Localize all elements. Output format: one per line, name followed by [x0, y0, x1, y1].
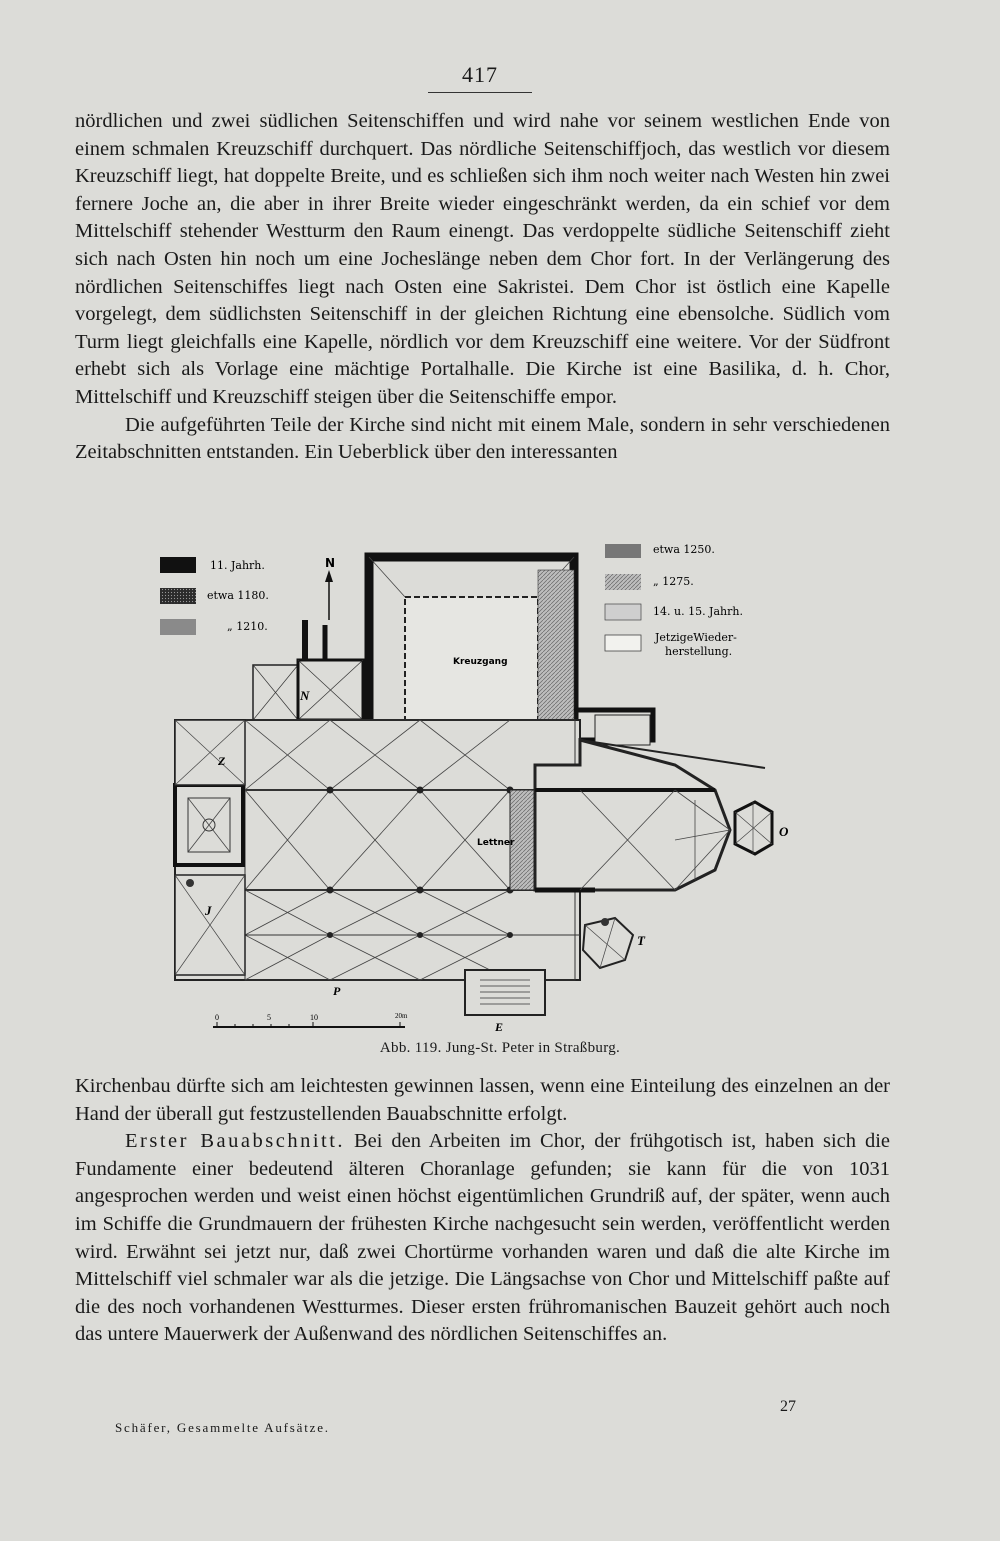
scale-label-10: 10 [310, 1013, 318, 1022]
paragraph-1: nördlichen und zwei südlichen Seitenschiffen und wird nahe vor seinem westlichen Ende von einem schmalen Kreuzschiff durchquert. Das nördliche Seitenschiffjoch, das westlich vor diesem Kreuzschiff liegt, hat doppelte Breite, und es schließen sich ihm noch weiter nach Westen hin zwei fernere Joche an, die aber in ihrer Breite wieder eingeschränkt werden, da ein schief vor dem Mittelschiff stehender Westturm den Raum einengt. Das verdoppelte südliche Seitenschiff zieht sich nach Osten hin noch um eine Jocheslänge neben dem Chor fort. In der Verlängerung des nördlichen Seitenschiffes liegt nach Osten eine Sakristei. Dem Chor ist östlich eine Kapelle vorgelegt, dem südlichsten Seitenschiff in der gleichen Richtung eine ebensolche. Südlich vom Turm liegt gleichfalls eine Kapelle, nördlich vor dem Kreuzschiff eine weitere. Vor der Südfront erhebt sich als Vorlage eine mächtige Portalhalle. Die Kirche ist eine Basilika, d. h. Chor, Mittelschiff und Kreuzschiff steigen über die Seitenschiffe empor. [75, 110, 890, 408]
lettner-label: Lettner [477, 838, 515, 848]
signature-mark: 27 [780, 1398, 796, 1415]
legend-swatch-11-jahrh [160, 557, 196, 573]
legend-label-14-15-jahrh: 14. u. 15. Jahrh. [653, 605, 743, 618]
east-chapel [735, 802, 789, 854]
figure-caption: Abb. 119. Jung-St. Peter in Straßburg. [379, 1040, 621, 1056]
paragraph-4 [75, 1128, 890, 1349]
legend-swatch-1250 [605, 544, 641, 558]
label-j: J [205, 903, 212, 918]
label-z: Z [218, 754, 226, 768]
west-tower [175, 720, 245, 975]
legend-label-1250: etwa 1250. [653, 543, 715, 556]
paragraph-4-body: Bei den Arbeiten im Chor, der frühgotisch ist, haben sich die Fundamente einer bedeutend älteren Choranlage gefunden; sie kann für die von 1031 angesprochen werden und weist einen höchst eigentümlichen Grundriß auf, der später, wenn auch im Schiffe die Grundmauern der frühesten Kirche nachgesucht sein werden, veröffentlicht werden wird. Erwähnt sei jetzt nur, daß zwei Chortürme vorhanden waren und daß die alte Kirche im Mittelschiff viel schmaler war als die jetzige. Die Längsachse von Chor und Mittelschiff paßte auf die des noch vorhandenen Westturmes. Dieser ersten frühromanischen Bauzeit gehört auch noch das untere Mauerwerk der Außenwand des nördlichen Seitenschiffes an. [75, 1130, 891, 1346]
north-arrowhead-icon [325, 570, 333, 582]
floor-plan-figure [155, 540, 789, 1035]
label-o: O [779, 824, 789, 839]
text-lower [75, 1073, 890, 1349]
legend-label-modern-2: herstellung. [665, 645, 733, 658]
label-p: P [333, 984, 341, 998]
legend-swatch-1210 [160, 619, 196, 635]
page-number-rule [428, 92, 532, 93]
legend-swatch-modern [605, 635, 641, 651]
legend-label-1275: „ 1275. [653, 575, 694, 588]
paragraph-3: Kirchenbau dürfte sich am leichtesten gewinnen lassen, wenn eine Einteilung des einzelnen an der Hand der überall gut festzustellenden Bauabschnitte erfolgt. [75, 1075, 890, 1125]
scale-bar [213, 1012, 408, 1027]
kreuzgang-label: Kreuzgang [453, 657, 508, 667]
north-chapel [253, 620, 363, 720]
legend-swatch-14-15-jahrh [605, 604, 641, 620]
section-heading: Erster Bauabschnitt. [125, 1130, 346, 1153]
legend-label-11-jahrh: 11. Jahrh. [210, 559, 265, 572]
sacristy [574, 710, 653, 745]
text-upper [75, 108, 890, 467]
scale-label-5: 5 [267, 1013, 271, 1022]
legend-label-1180: etwa 1180. [207, 589, 269, 602]
page-number: 417 [462, 62, 498, 87]
footer-author: Schäfer, Gesammelte Aufsätze. [115, 1420, 330, 1435]
label-t: T [637, 933, 645, 948]
legend-label-1210: „ 1210. [227, 620, 268, 633]
north-label: N [325, 556, 336, 570]
floor-plan [155, 540, 789, 1035]
scale-label-20m: 20m [395, 1012, 408, 1020]
label-n: N [300, 688, 310, 703]
southeast-chapel [583, 918, 646, 968]
legend-label-modern-1: JetzigeWieder- [655, 631, 737, 644]
scale-label-0: 0 [215, 1013, 219, 1022]
paragraph-2: Die aufgeführten Teile der Kirche sind nicht mit einem Male, sondern in sehr verschiedenen Zeitabschnitten entstanden. Ein Ueberblick über den interessanten [75, 413, 890, 464]
label-e: E [495, 1020, 504, 1034]
legend-swatch-1180 [160, 588, 196, 604]
legend-swatch-1275 [605, 574, 641, 590]
